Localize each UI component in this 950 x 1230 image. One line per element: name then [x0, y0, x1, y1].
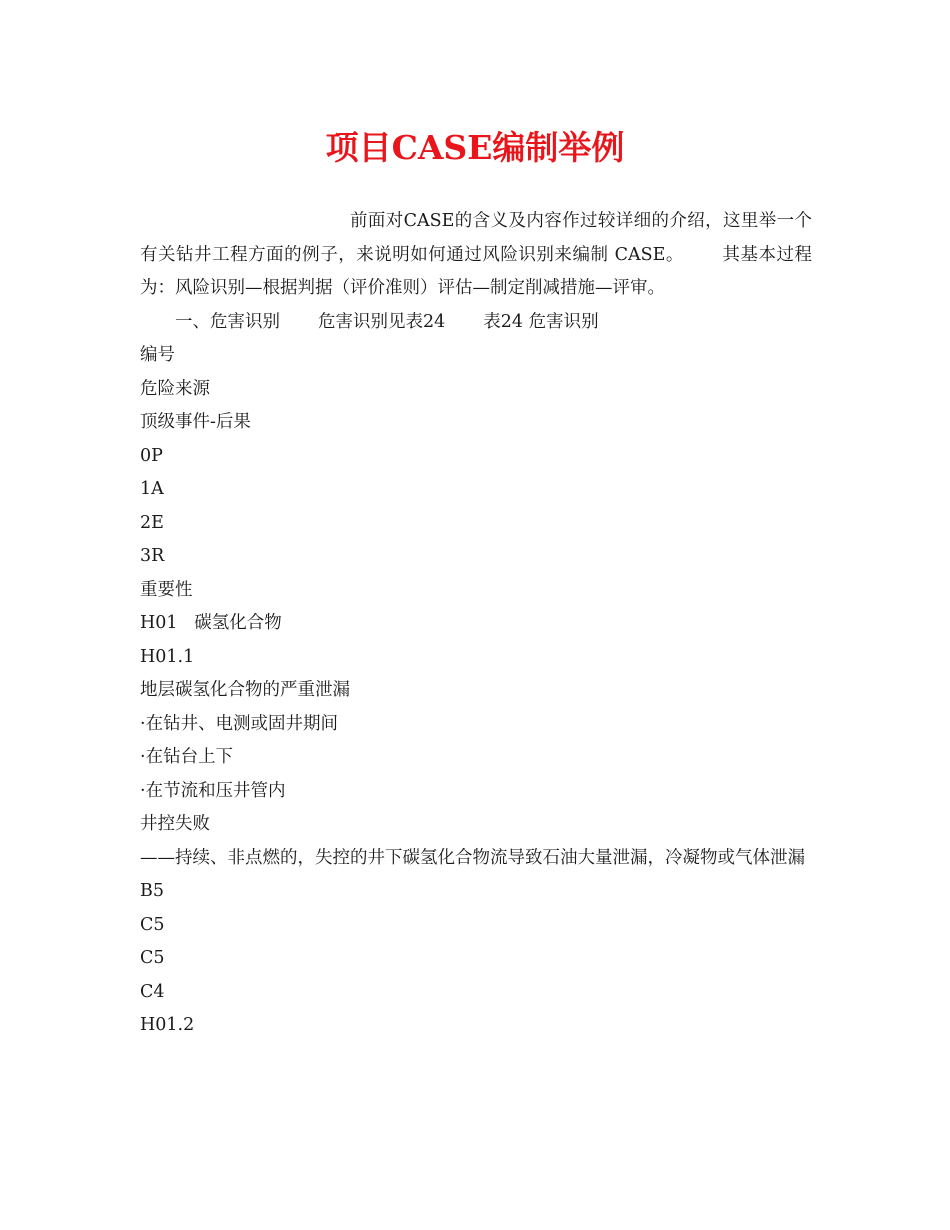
bullet-line: ·在钻台上下 — [140, 747, 234, 767]
table-caption: 表24 危害识别 — [483, 311, 599, 332]
section-heading: 一、危害识别 — [175, 311, 280, 332]
text-line: 3R — [140, 546, 165, 566]
section-ref: 危害识别见表24 — [318, 311, 446, 332]
long-text-line: ——持续、非点燃的，失控的井下碳氢化合物流导致石油大量泄漏，冷凝物或气体泄漏 — [140, 847, 805, 868]
text-line: 1A — [140, 479, 164, 499]
text-line: H01.2 — [140, 1015, 195, 1035]
text-line: 0P — [140, 445, 163, 466]
intro-paragraph — [140, 205, 812, 306]
intro-text-a: 前面对CASE的含义及内容作过较详细的介绍，这里举一个有关钻井工程方面的例子，来说明如何通过风险识别来编制 CASE。 — [140, 211, 812, 265]
bullet-line: ·在钻井、电测或固井期间 — [140, 713, 339, 734]
text-line: 井控失败 — [140, 814, 210, 834]
text-line: 重要性 — [140, 579, 193, 600]
text-line: 编号 — [140, 345, 175, 365]
rating-line: B5 — [140, 881, 164, 901]
text-line: 危险来源 — [140, 378, 210, 399]
text-line: H01.1 — [140, 646, 195, 667]
bullet-line: ·在节流和压井管内 — [140, 780, 286, 801]
document-title: 项目CASE编制举例 — [325, 128, 625, 167]
section-heading-line — [140, 306, 812, 340]
document-body — [140, 205, 812, 1043]
text-line: H01 碳氢化合物 — [140, 613, 282, 633]
text-line: 2E — [140, 512, 164, 533]
text-line: 地层碳氢化合物的严重泄漏 — [140, 680, 350, 700]
rating-line: C5 — [140, 948, 165, 968]
text-line: 顶级事件-后果 — [140, 412, 251, 432]
intro-text-b: 其基本过程为：风险识别—根据判据（评价准则）评估—制定削减措施—评审。 — [140, 244, 813, 298]
rating-line: C4 — [140, 981, 165, 1002]
rating-line: C5 — [140, 914, 165, 935]
